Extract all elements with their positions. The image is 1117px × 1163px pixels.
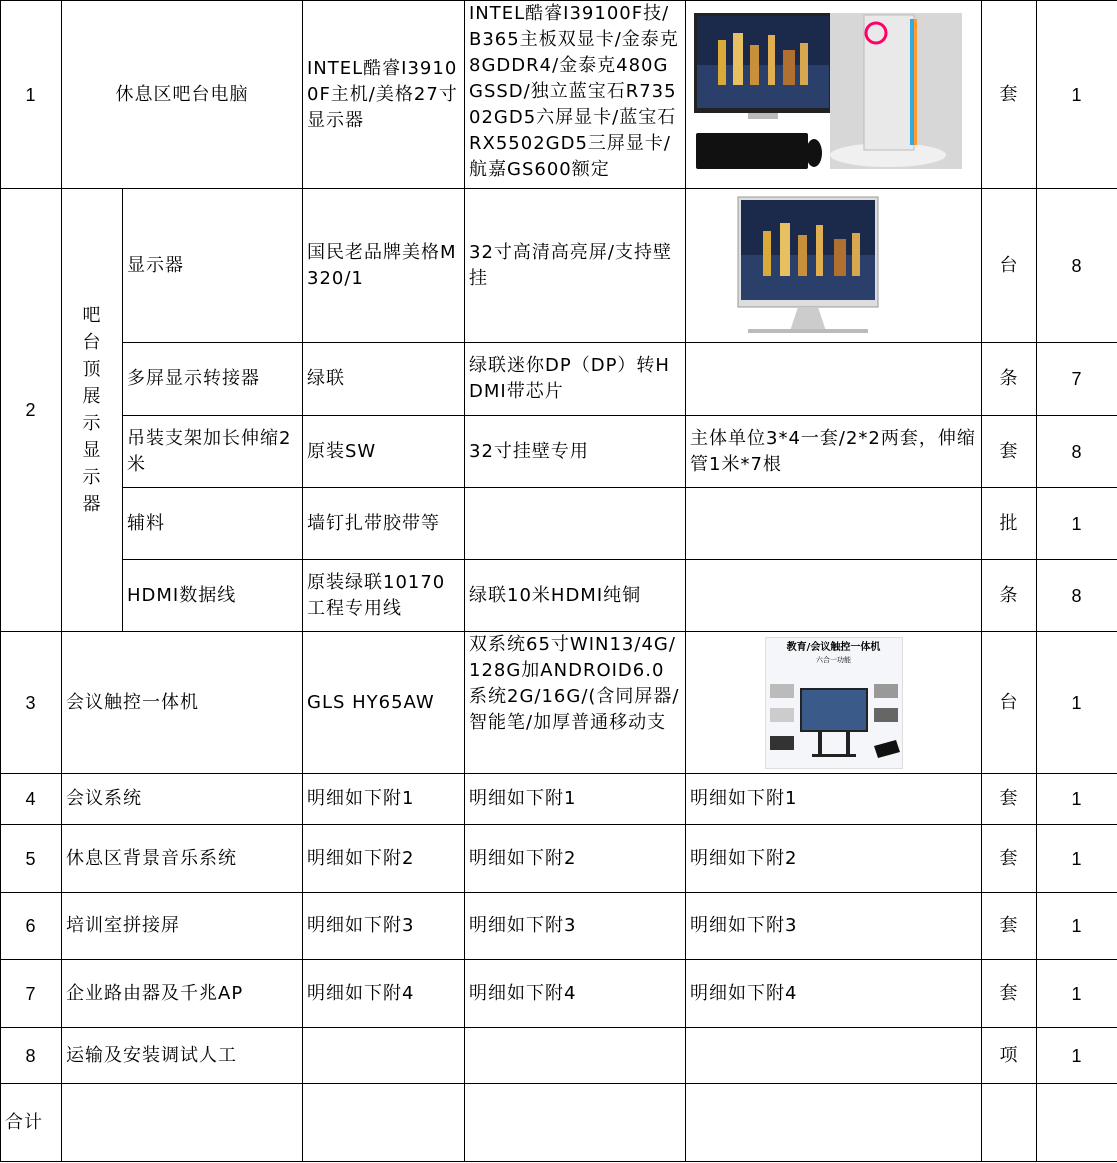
item-unit: 台 (982, 189, 1037, 343)
item-name: 企业路由器及千兆AP (62, 960, 303, 1028)
item-remark: 明细如下附3 (686, 893, 982, 960)
item-brand (303, 1028, 465, 1084)
row-number: 6 (1, 893, 62, 960)
item-brand: 明细如下附4 (303, 960, 465, 1028)
table-row (1, 774, 1117, 825)
group-label: 吧 台 顶 展 示 显 示 器 (62, 189, 123, 632)
monitor-icon (688, 193, 974, 339)
pc-monitor-icon (688, 5, 974, 185)
item-name: 吊装支架加长伸缩2米 (123, 416, 303, 488)
item-remark (686, 343, 982, 416)
table-row (1, 1028, 1117, 1084)
table-row (1, 893, 1117, 960)
item-unit: 套 (982, 774, 1037, 825)
row-number: 4 (1, 774, 62, 825)
item-qty: 1 (1037, 1, 1117, 189)
product-image-pc (686, 1, 982, 189)
item-brand: INTEL酷睿I39100F主机/美格27寸显示器 (303, 1, 465, 189)
item-remark: 明细如下附1 (686, 774, 982, 825)
item-spec (465, 488, 686, 560)
item-qty: 1 (1037, 893, 1117, 960)
item-brand: 国民老品牌美格M320/1 (303, 189, 465, 343)
item-qty: 1 (1037, 960, 1117, 1028)
item-remark (686, 560, 982, 632)
item-unit: 套 (982, 416, 1037, 488)
item-qty: 1 (1037, 632, 1117, 774)
item-remark: 明细如下附2 (686, 825, 982, 893)
item-brand: 明细如下附3 (303, 893, 465, 960)
item-qty: 1 (1037, 488, 1117, 560)
table-row (1, 416, 1117, 488)
item-spec: 明细如下附4 (465, 960, 686, 1028)
item-name: 休息区背景音乐系统 (62, 825, 303, 893)
item-spec: 双系统65寸WIN13/4G/128G加ANDROID6.0系统2G/16G/(含同屏器/智能笔/加厚普通移动支 (469, 634, 680, 733)
table-row (1, 343, 1117, 416)
item-qty: 8 (1037, 560, 1117, 632)
item-qty: 7 (1037, 343, 1117, 416)
item-unit: 套 (982, 1, 1037, 189)
item-brand: GLS HY65AW (303, 632, 465, 774)
item-remark: 主体单位3*4一套/2*2两套，伸缩管1米*7根 (686, 416, 982, 488)
item-spec: INTEL酷睿I39100F技/B365主板双显卡/金泰克8GDDR4/金泰克480GGSSD/独立蓝宝石R73502GD5六屏显卡/蓝宝石RX5502GD5三屏显卡/航嘉GS600额定 (469, 3, 679, 180)
item-brand: 原装SW (303, 416, 465, 488)
item-qty: 8 (1037, 416, 1117, 488)
total-label: 合计 (1, 1084, 62, 1162)
item-unit: 套 (982, 893, 1037, 960)
row-number: 1 (1, 1, 62, 189)
item-name: 培训室拼接屏 (62, 893, 303, 960)
item-brand: 绿联 (303, 343, 465, 416)
row-number: 5 (1, 825, 62, 893)
row-number: 2 (1, 189, 62, 632)
item-unit: 条 (982, 343, 1037, 416)
item-qty: 1 (1037, 825, 1117, 893)
item-remark: 明细如下附4 (686, 960, 982, 1028)
item-spec: 32寸挂壁专用 (465, 416, 686, 488)
item-spec (465, 1028, 686, 1084)
row-number: 8 (1, 1028, 62, 1084)
item-name: 会议系统 (62, 774, 303, 825)
item-spec: 绿联10米HDMI纯铜 (465, 560, 686, 632)
image-title: 教育/会议触控一体机 (786, 641, 881, 653)
table-row (1, 488, 1117, 560)
item-spec: 明细如下附1 (465, 774, 686, 825)
product-image-monitor (686, 189, 982, 343)
touch-panel-icon (766, 664, 902, 768)
item-name: 休息区吧台电脑 (62, 1, 303, 189)
product-image-touch-panel (686, 632, 982, 774)
image-subtitle: 六合一功能 (816, 655, 851, 664)
item-qty: 1 (1037, 774, 1117, 825)
item-name: 多屏显示转接器 (123, 343, 303, 416)
item-brand: 墙钉扎带胶带等 (303, 488, 465, 560)
item-remark (686, 1028, 982, 1084)
table-row (1, 1, 1117, 189)
item-remark (686, 488, 982, 560)
table-row (1, 960, 1117, 1028)
item-unit: 套 (982, 960, 1037, 1028)
item-name: 显示器 (123, 189, 303, 343)
item-spec: 32寸高清高亮屏/支持壁挂 (465, 189, 686, 343)
item-name: 运输及安装调试人工 (62, 1028, 303, 1084)
table-row (1, 632, 1117, 774)
item-name: 辅料 (123, 488, 303, 560)
table-row (1, 825, 1117, 893)
item-name: HDMI数据线 (123, 560, 303, 632)
item-spec: 明细如下附2 (465, 825, 686, 893)
item-brand: 明细如下附2 (303, 825, 465, 893)
item-unit: 套 (982, 825, 1037, 893)
item-spec: 明细如下附3 (465, 893, 686, 960)
item-name: 会议触控一体机 (62, 632, 303, 774)
item-qty: 1 (1037, 1028, 1117, 1084)
item-unit: 批 (982, 488, 1037, 560)
item-unit: 台 (982, 632, 1037, 774)
item-unit: 项 (982, 1028, 1037, 1084)
item-brand: 原装绿联10170工程专用线 (303, 560, 465, 632)
table-row (1, 189, 1117, 343)
table-row (1, 560, 1117, 632)
row-number: 3 (1, 632, 62, 774)
item-spec: 绿联迷你DP（DP）转HDMI带芯片 (465, 343, 686, 416)
item-brand: 明细如下附1 (303, 774, 465, 825)
item-qty: 8 (1037, 189, 1117, 343)
row-number: 7 (1, 960, 62, 1028)
item-unit: 条 (982, 560, 1037, 632)
total-row (1, 1084, 1117, 1162)
